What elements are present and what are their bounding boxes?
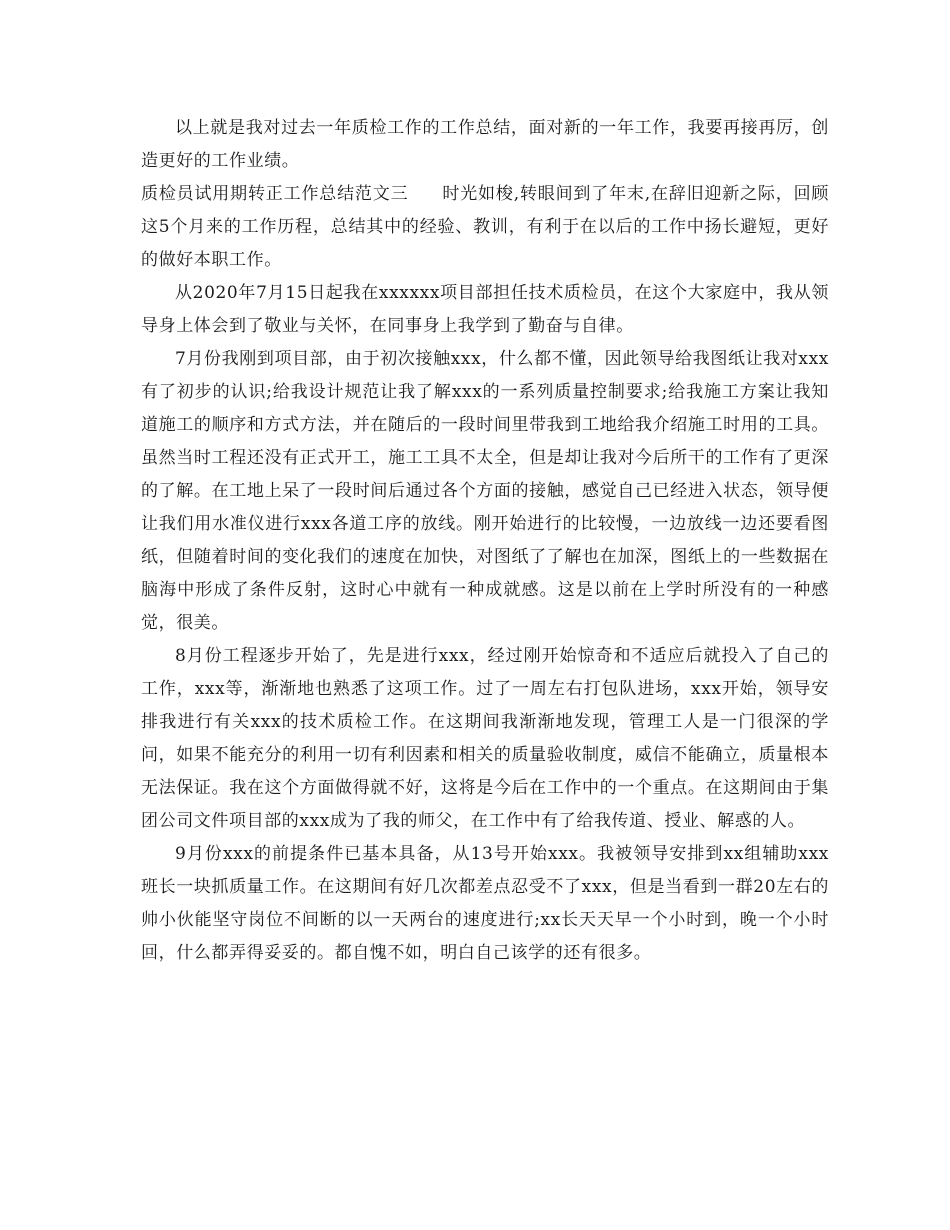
section-intro: 时光如梭,转眼间到了年末,在辞旧迎新之际，回顾这5个月来的工作历程，总结其中的经验、教训，有利于在以后的工作中扬长避短，更好的做好本职工作。 xyxy=(141,184,830,270)
paragraph-august: 8月份工程逐步开始了，先是进行xxx，经过刚开始惊奇和不适应后就投入了自己的工作，xxx等，渐渐地也熟悉了这项工作。过了一周左右打包队进场，xxx开始，领导安排我进行有关xxx的技术质检工作。在这期间我渐渐地发现，管理工人是一门很深的学问，如果不能充分的利用一切有利因素和相关的质量验收制度，威信不能确立，质量根本无法保证。我在这个方面做得就不好，这将是今后在工作中的一个重点。在这期间由于集团公司文件项目部的xxx成为了我的师父，在工作中有了给我传道、授业、解惑的人。 xyxy=(141,646,829,831)
section-heading-paragraph xyxy=(141,178,829,277)
closing-paragraph: 以上就是我对过去一年质检工作的工作总结，面对新的一年工作，我要再接再厉，创造更好的工作业绩。 xyxy=(141,118,829,171)
paragraph-start-date: 从2020年7月15日起我在xxxxxx项目部担任技术质检员，在这个大家庭中，我从领导身上体会到了敬业与关怀，在同事身上我学到了勤奋与自律。 xyxy=(141,283,829,336)
document-body xyxy=(141,112,829,970)
paragraph-september: 9月份xxx的前提条件已基本具备，从13号开始xxx。我被领导安排到xx组辅助xxx班长一块抓质量工作。在这期间有好几次都差点忍受不了xxx，但是当看到一群20左右的帅小伙能坚守岗位不间断的以一天两台的速度进行;xx长天天早一个小时到，晚一个小时回，什么都弄得妥妥的。都自愧不如，明白自己该学的还有很多。 xyxy=(141,844,829,963)
paragraph-july: 7月份我刚到项目部，由于初次接触xxx，什么都不懂，因此领导给我图纸让我对xxx有了初步的认识;给我设计规范让我了解xxx的一系列质量控制要求;给我施工方案让我知道施工的顺序和方式方法，并在随后的一段时间里带我到工地给我介绍施工时用的工具。虽然当时工程还没有正式开工，施工工具不太全，但是却让我对今后所干的工作有了更深的了解。在工地上呆了一段时间后通过各个方面的接触，感觉自己已经进入状态，领导便让我们用水准仪进行xxx各道工序的放线。刚开始进行的比较慢，一边放线一边还要看图纸，但随着时间的变化我们的速度在加快，对图纸了了解也在加深，图纸上的一些数据在脑海中形成了条件反射，这时心中就有一种成就感。这是以前在上学时所没有的一种感觉，很美。 xyxy=(141,349,829,633)
section-title: 质检员试用期转正工作总结范文三 xyxy=(141,184,409,204)
